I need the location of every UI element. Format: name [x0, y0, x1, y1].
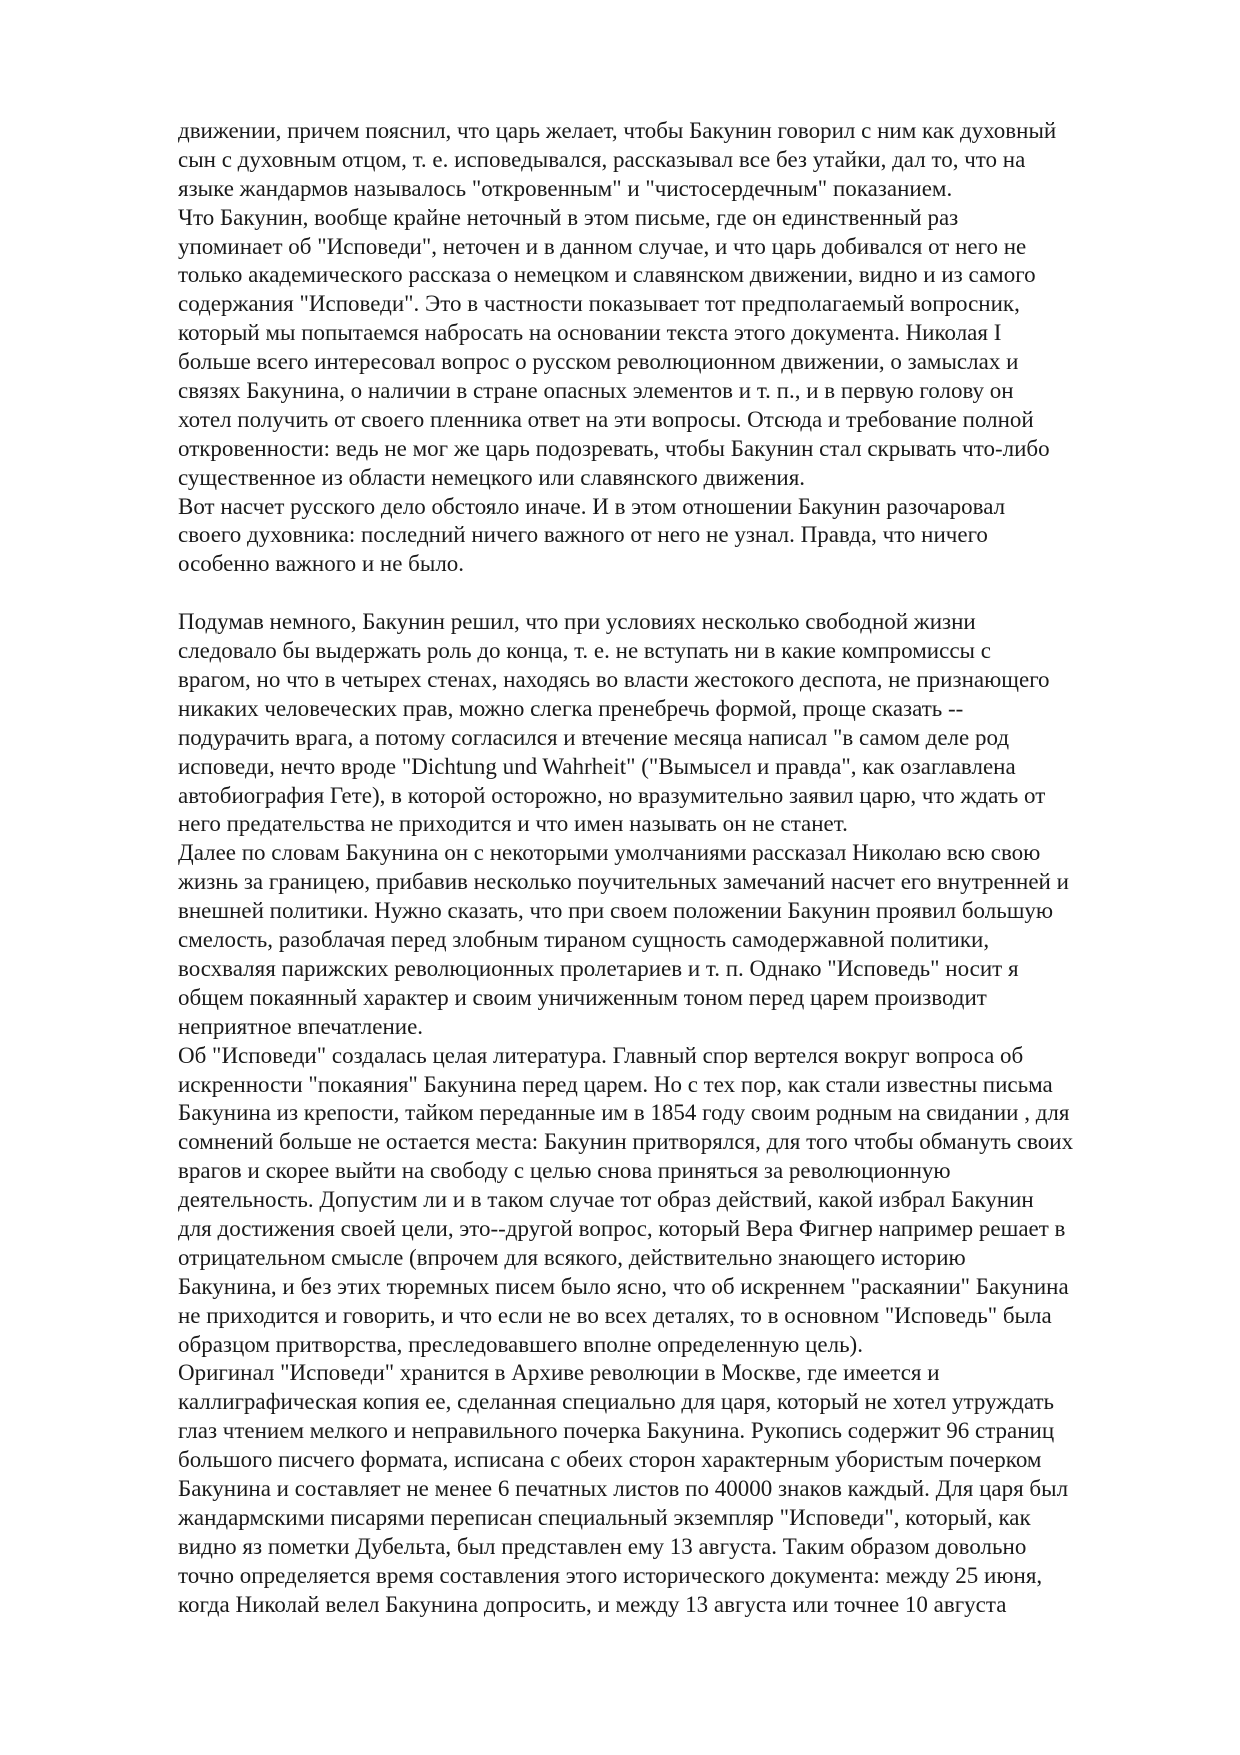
text-line: связях Бакунина, о наличии в стране опасных элементов и т. п., и в первую голову он [178, 378, 1014, 404]
text-line: откровенности: ведь не мог же царь подозревать, чтобы Бакунин стал скрывать что-либо [178, 435, 1050, 461]
text-line: большого писчего формата, исписана с обеих сторон характерным убористым почерком [178, 1447, 1042, 1473]
text-line: сомнений больше не остается места: Бакунин притворялся, для того чтобы обмануть своих [178, 1129, 1074, 1155]
text-line: подурачить врага, а потому согласился и втечение месяца написал "в самом деле род [178, 724, 1010, 750]
text-line: особенно важного и не было. [178, 551, 465, 577]
text-line: общем покаянный характер и своим уничиженным тоном перед царем производит [178, 984, 987, 1010]
text-line: смелость, разоблачая перед злобным тираном сущность самодержавной политики, [178, 927, 990, 953]
text-line: содержания "Исповеди". Это в частности показывает тот предполагаемый вопросник, [178, 291, 1020, 317]
text-line: своего духовника: последний ничего важного от него не узнал. Правда, что ничего [178, 522, 988, 548]
text-line: упоминает об "Исповеди", неточен и в данном случае, и что царь добивался от него не [178, 233, 1027, 259]
document-page [178, 117, 1188, 1619]
text-line: деятельность. Допустим ли и в таком случае тот образ действий, какой избрал Бакунин [178, 1187, 1034, 1213]
text-line: врагом, но что в четырех стенах, находясь во власти жестокого деспота, не признающего [178, 667, 1050, 693]
text-line: не приходится и говорить, и что если не во всех деталях, то в основном "Исповедь" была [178, 1302, 1052, 1328]
text-line: Бакунина из крепости, тайком переданные им в 1854 году своим родным на свидании , для [178, 1100, 1070, 1126]
text-line: точно определяется время составления этого исторического документа: между 25 июня, [178, 1562, 1043, 1588]
text-line: никаких человеческих прав, можно слегка пренебречь формой, проще сказать -- [178, 695, 964, 721]
text-line: который мы попытаемся набросать на основании текста этого документа. Николая I [178, 320, 1002, 346]
text-line: неприятное впечатление. [178, 1013, 424, 1039]
paragraph [178, 204, 1188, 493]
text-line: образцом притворства, преследовавшего вполне определенную цель). [178, 1331, 863, 1357]
text-line: языке жандармов называлось "откровенным" и "чистосердечным" показанием. [178, 175, 953, 201]
text-line: только академического рассказа о немецком и славянском движении, видно и из самого [178, 262, 1036, 288]
text-line: восхваляя парижских революционных пролетариев и т. п. Однако "Исповедь" носит я [178, 955, 1019, 981]
text-line: Что Бакунин, вообще крайне неточный в этом письме, где он единственный раз [178, 204, 959, 230]
text-line: жандармскими писарями переписан специальный экземпляр "Исповеди", который, как [178, 1504, 1031, 1530]
text-line: больше всего интересовал вопрос о русском революционном движении, о замыслах и [178, 349, 1019, 375]
text-line: отрицательном смысле (впрочем для всякого, действительно знающего историю [178, 1244, 966, 1270]
paragraph [178, 608, 1188, 839]
paragraph-spacer [178, 579, 1188, 608]
text-line: глаз чтением мелкого и неправильного почерка Бакунина. Рукопись содержит 96 страниц [178, 1418, 1055, 1444]
text-line: жизнь за границею, прибавив несколько поучительных замечаний насчет его внутренней и [178, 869, 1069, 895]
text-line: Об "Исповеди" создалась целая литература. Главный спор вертелся вокруг вопроса об [178, 1042, 1024, 1068]
paragraph [178, 1042, 1188, 1360]
text-line: врагов и скорее выйти на свободу с целью снова приняться за революционную [178, 1158, 951, 1184]
text-line: для достижения своей цели, это--другой вопрос, который Вера Фигнер например решает в [178, 1215, 1066, 1241]
text-line: каллиграфическая копия ее, сделанная специально для царя, который не хотел утруждать [178, 1389, 1054, 1415]
text-line: автобиография Гете), в которой осторожно, но вразумительно заявил царю, что ждать от [178, 782, 1046, 808]
text-line: существенное из области немецкого или славянского движения. [178, 464, 806, 490]
text-line: Бакунина и составляет не менее 6 печатных листов по 40000 знаков каждый. Для царя был [178, 1475, 1069, 1501]
text-line: следовало бы выдержать роль до конца, т. е. не вступать ни в какие компромиссы с [178, 638, 991, 664]
paragraph [178, 493, 1188, 580]
text-line: сын с духовным отцом, т. е. исповедывался, рассказывал все без утайки, дал то, что на [178, 146, 1026, 172]
text-line: исповеди, нечто вроде "Dichtung und Wahrheit" ("Вымысел и правда", как озаглавлена [178, 753, 1016, 779]
paragraph [178, 1359, 1188, 1619]
text-line: Далее по словам Бакунина он с некоторыми умолчаниями рассказал Николаю всю свою [178, 840, 1041, 866]
text-line: видно яз пометки Дубельта, был представлен ему 13 августа. Таким образом довольно [178, 1533, 1027, 1559]
text-line: него предательства не приходится и что имен называть он не станет. [178, 811, 848, 837]
text-line: хотел получить от своего пленника ответ на эти вопросы. Отсюда и требование полной [178, 406, 1034, 432]
text-line: Оригинал "Исповеди" хранится в Архиве революции в Москве, где имеется и [178, 1360, 940, 1386]
text-line: внешней политики. Нужно сказать, что при своем положении Бакунин проявил большую [178, 898, 1054, 924]
paragraph [178, 839, 1188, 1041]
text-line: Бакунина, и без этих тюремных писем было ясно, что об искреннем "раскаянии" Бакунина [178, 1273, 1069, 1299]
text-line: движении, причем пояснил, что царь желает, чтобы Бакунин говорил с ним как духовный [178, 118, 1057, 143]
paragraph [178, 117, 1188, 204]
text-line: Подумав немного, Бакунин решил, что при условиях несколько свободной жизни [178, 609, 976, 635]
text-line: искренности "покаяния" Бакунина перед царем. Но с тех пор, как стали известны письма [178, 1071, 1053, 1097]
text-line: когда Николай велел Бакунина допросить, и между 13 августа или точнее 10 августа [178, 1591, 1007, 1617]
text-line: Вот насчет русского дело обстояло иначе. И в этом отношении Бакунин разочаровал [178, 493, 1006, 519]
